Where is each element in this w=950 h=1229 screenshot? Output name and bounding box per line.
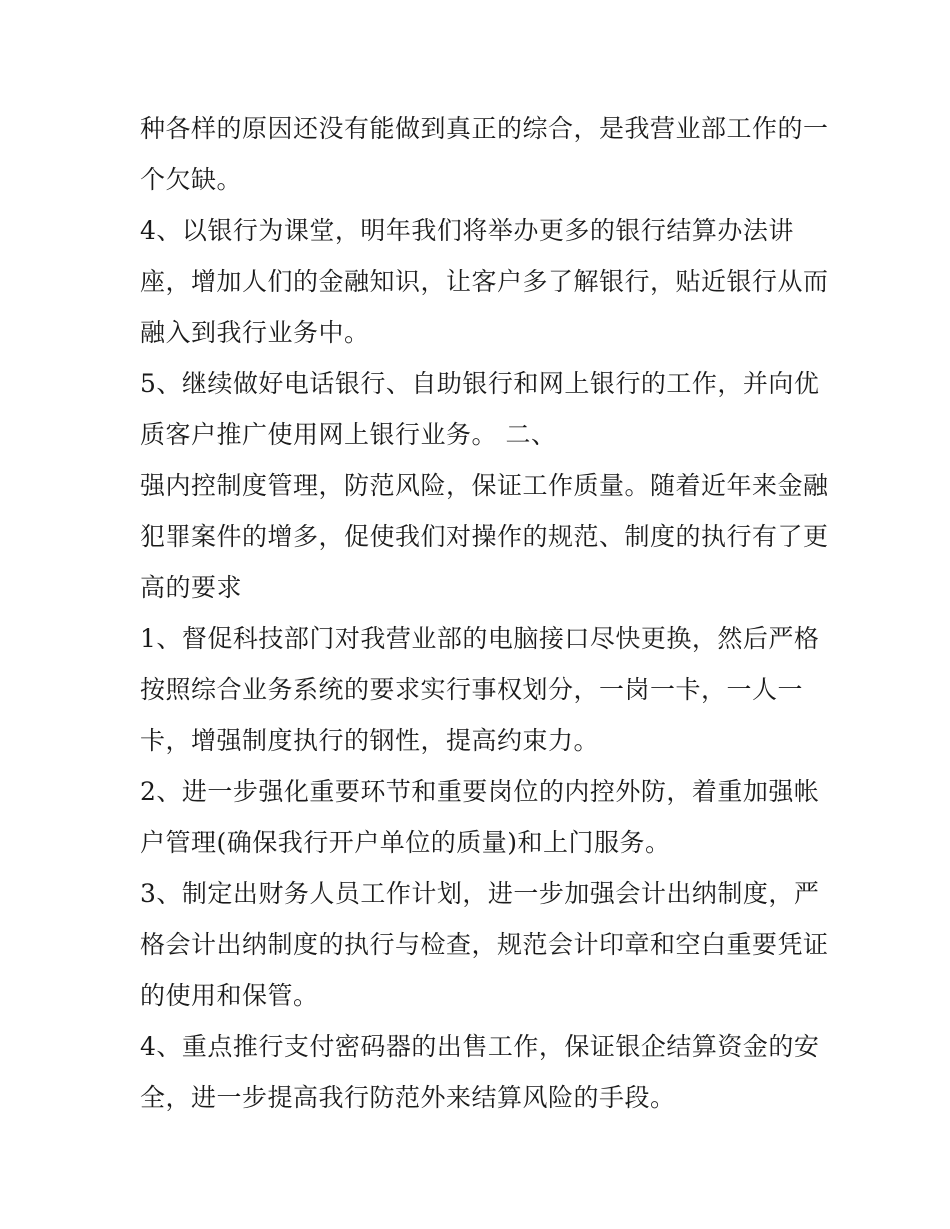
text-line: 的使用和保管。 — [140, 981, 319, 1010]
text-line: 强内控制度管理，防范风险，保证工作质量。随着近年来金融 — [140, 471, 829, 500]
text-line: 高的要求 — [140, 573, 243, 602]
text-line: 户管理(确保我行开户单位的质量)和上门服务。 — [140, 828, 671, 857]
text-line: 犯罪案件的增多，促使我们对操作的规范、制度的执行有了更 — [140, 522, 829, 551]
text-line: 4、重点推行支付密码器的出售工作，保证银企结算资金的安 — [140, 1032, 820, 1061]
text-line: 种各样的原因还没有能做到真正的综合，是我营业部工作的一 — [140, 114, 829, 143]
text-line: 个欠缺。 — [140, 165, 243, 194]
text-line: 全，进一步提高我行防范外来结算风险的手段。 — [140, 1083, 676, 1112]
text-line: 5、继续做好电话银行、自助银行和网上银行的工作，并向优 — [140, 369, 820, 398]
text-line: 融入到我行业务中。 — [140, 318, 370, 347]
text-line: 1、督促科技部门对我营业部的电脑接口尽快更换，然后严格 — [140, 624, 820, 653]
body-text — [140, 103, 829, 1123]
text-line: 4、以银行为课堂，明年我们将举办更多的银行结算办法讲 — [140, 216, 794, 245]
text-line: 质客户推广使用网上银行业务。 二、 — [140, 420, 557, 449]
text-line: 2、进一步强化重要环节和重要岗位的内控外防，着重加强帐 — [140, 777, 820, 806]
text-line: 卡，增强制度执行的钢性，提高约束力。 — [140, 726, 600, 755]
text-line: 按照综合业务系统的要求实行事权划分，一岗一卡，一人一 — [140, 675, 804, 704]
text-line: 3、制定出财务人员工作计划，进一步加强会计出纳制度，严 — [140, 879, 820, 908]
text-line: 格会计出纳制度的执行与检查，规范会计印章和空白重要凭证 — [140, 930, 829, 959]
text-line: 座，增加人们的金融知识，让客户多了解银行，贴近银行从而 — [140, 267, 829, 296]
